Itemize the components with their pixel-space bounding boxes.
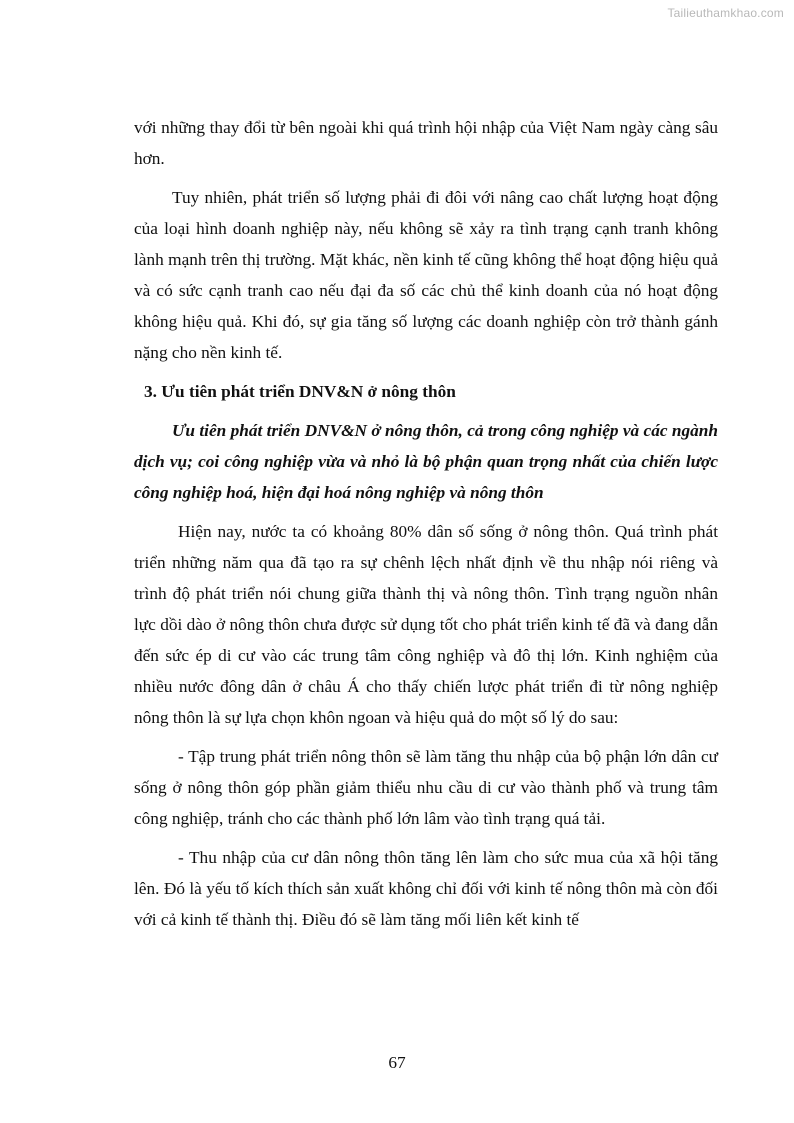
paragraph-bullet-income: - Tập trung phát triển nông thôn sẽ làm tăng thu nhập của bộ phận lớn dân cư sống ở nông thôn góp phần giảm thiểu nhu cầu di cư vào thành phố và trung tâm công nghiệp, tránh cho các thành phố lớn lâm vào tình trạng quá tải. — [134, 747, 718, 828]
paragraph-continuation: với những thay đổi từ bên ngoài khi quá trình hội nhập của Việt Nam ngày càng sâu hơn. — [134, 118, 718, 168]
watermark: Tailieuthamkhao.com — [667, 6, 784, 20]
section-subheading: Ưu tiên phát triển DNV&N ở nông thôn, cả trong công nghiệp và các ngành dịch vụ; coi công nghiệp vừa và nhỏ là bộ phận quan trọng nhất của chiến lược công nghiệp hoá, hiện đại hoá nông nghiệp và nông thôn — [134, 421, 718, 502]
paragraph-rural-population: Hiện nay, nước ta có khoảng 80% dân số sống ở nông thôn. Quá trình phát triển những năm qua đã tạo ra sự chênh lệch nhất định về thu nhập nói riêng và trình độ phát triển nói chung giữa thành thị và nông thôn. Tình trạng nguồn nhân lực dồi dào ở nông thôn chưa được sử dụng tốt cho phát triển kinh tế đã và đang dẫn đến sức ép di cư vào các trung tâm công nghiệp và đô thị lớn. Kinh nghiệm của nhiều nước đông dân ở châu Á cho thấy chiến lược phát triển đi từ nông nghiệp nông thôn là sự lựa chọn khôn ngoan và hiệu quả do một số lý do sau: — [134, 522, 718, 727]
page-number: 67 — [388, 1053, 406, 1072]
section-heading: 3. Ưu tiên phát triển DNV&N ở nông thôn — [144, 382, 456, 401]
document-body — [134, 112, 718, 935]
paragraph-bullet-purchasing: - Thu nhập của cư dân nông thôn tăng lên làm cho sức mua của xã hội tăng lên. Đó là yếu tố kích thích sản xuất không chỉ đối với kinh tế nông thôn mà còn đối với cả kinh tế thành thị. Điều đó sẽ làm tăng mối liên kết kinh tế — [134, 848, 718, 929]
paragraph-quantity-quality: Tuy nhiên, phát triển số lượng phải đi đôi với nâng cao chất lượng hoạt động của loại hình doanh nghiệp này, nếu không sẽ xảy ra tình trạng cạnh tranh không lành mạnh trên thị trường. Mặt khác, nền kinh tế cũng không thể hoạt động hiệu quả và có sức cạnh tranh cao nếu đại đa số các chủ thể kinh doanh của nó hoạt động không hiệu quả. Khi đó, sự gia tăng số lượng các doanh nghiệp còn trở thành gánh nặng cho nền kinh tế. — [134, 188, 718, 362]
